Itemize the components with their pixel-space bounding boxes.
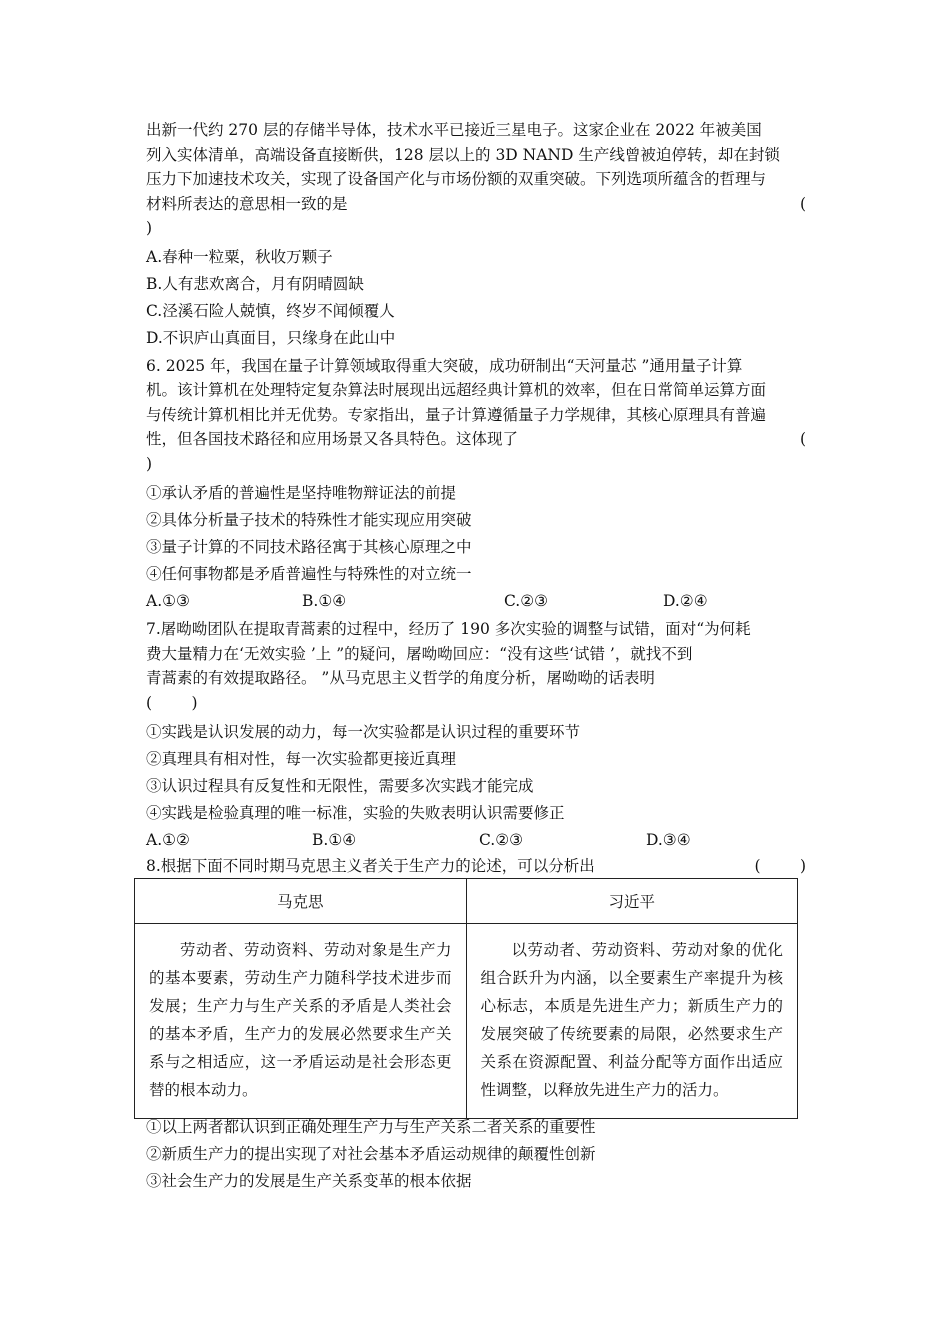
- q8-statement-3: ③社会生产力的发展是生产关系变革的根本依据: [146, 1172, 472, 1190]
- table-cell-marx: 劳动者、劳动资料、劳动对象是生产力的基本要素，劳动生产力随科学技术进步而发展；生产力与生产关系的矛盾是人类社会的基本矛盾，生产力的发展必然要求生产关系与之相适应，这一矛盾运动是社会形态更替的根本动力。: [135, 924, 467, 1119]
- q6-statement-2: ②具体分析量子技术的特殊性才能实现应用突破: [146, 511, 472, 529]
- q6-options: [146, 588, 806, 615]
- q6-stem-last-line: [146, 427, 806, 452]
- q7-statement-3: ③认识过程具有反复性和无限性，需要多次实践才能完成: [146, 777, 534, 795]
- q6-statement-1: ①承认矛盾的普遍性是坚持唯物辩证法的前提: [146, 484, 457, 502]
- q7-stem-line: 7.屠呦呦团队在提取青蒿素的过程中，经历了 190 多次实验的调整与试错，面对“为何耗: [146, 620, 751, 638]
- answer-paren-close: ): [146, 454, 153, 473]
- q7-statement-2: ②真理具有相对性，每一次实验都更接近真理: [146, 750, 457, 768]
- q5-option-a: A.春种一粒粟，秋收万颗子: [146, 247, 333, 266]
- q8-stem-text: 8.根据下面不同时期马克思主义者关于生产力的论述，可以分析出: [146, 857, 595, 875]
- q7-option-a: A.①②: [146, 831, 190, 849]
- answer-paren-open: (: [799, 194, 806, 213]
- q5-option-d: D.不识庐山真面目，只缘身在此山中: [146, 328, 396, 347]
- q8-stem: [146, 854, 806, 878]
- q6-stem-line: 6. 2025 年，我国在量子计算领域取得重大突破，成功研制出“天河量芯 ”通用量子计算: [146, 356, 743, 375]
- q6-stem-line: 机。该计算机在处理特定复杂算法时展现出远超经典计算机的效率，但在日常简单运算方面: [146, 381, 767, 399]
- q5-stem-text: 材料所表达的意思相一致的是: [146, 194, 348, 213]
- q8-statement-2: ②新质生产力的提出实现了对社会基本矛盾运动规律的颠覆性创新: [146, 1145, 596, 1163]
- q6-statement-3: ③量子计算的不同技术路径寓于其核心原理之中: [146, 538, 472, 556]
- q7-stem-line: 费大量精力在‘无效实验 ’上 ”的疑问，屠呦呦回应：“没有这些‘试错 ’，就找不到: [146, 644, 693, 663]
- q7-option-c: C.②③: [479, 831, 524, 849]
- exam-page: [146, 118, 806, 1195]
- q5-stem-line: 出新一代约 270 层的存储半导体，技术水平已接近三星电子。这家企业在 2022 年被美国: [146, 121, 762, 139]
- q7-options: [146, 827, 806, 854]
- q8-table-wrap: [146, 878, 806, 1110]
- table-header-marx: 马克思: [135, 879, 467, 924]
- table-cell-xi: 以劳动者、劳动资料、劳动对象的优化组合跃升为内涵，以全要素生产率提升为核心标志，本质是先进生产力；新质生产力的发展突破了传统要素的局限，必然要求生产关系在资源配置、利益分配等方面作出适应性调整，以释放先进生产力的活力。: [466, 924, 798, 1119]
- q6-option-c: C.②③: [504, 592, 549, 610]
- q7-statement-4: ④实践是检验真理的唯一标准，实验的失败表明认识需要修正: [146, 804, 565, 822]
- table-header-xi: 习近平: [466, 879, 798, 924]
- answer-paren-open: (: [799, 430, 806, 448]
- q6-option-d: D.②④: [663, 592, 708, 610]
- q5-stem-line: 压力下加速技术攻关，实现了设备国产化与市场份额的双重突破。下列选项所蕴含的哲理与: [146, 170, 767, 188]
- q7-option-b: B.①④: [312, 831, 357, 849]
- q6-statement-4: ④任何事物都是矛盾普遍性与特殊性的对立统一: [146, 565, 472, 583]
- q5-option-b: B.人有悲欢离合，月有阴晴圆缺: [146, 274, 364, 293]
- table-row: [135, 924, 798, 1119]
- answer-paren: ( ): [754, 857, 806, 875]
- q7-stem: [146, 617, 806, 715]
- q7-statement-1: ①实践是认识发展的动力，每一次实验都是认识过程的重要环节: [146, 723, 581, 741]
- q8-statement-1: ①以上两者都认识到正确处理生产力与生产关系二者关系的重要性: [146, 1118, 596, 1136]
- q5-stem-line: 列入实体清单，高端设备直接断供，128 层以上的 3D NAND 生产线曾被迫停转，却在封锁: [146, 145, 780, 164]
- answer-paren-close: ): [146, 219, 153, 237]
- q6-option-b: B.①④: [302, 592, 347, 610]
- q7-option-d: D.③④: [646, 831, 691, 849]
- comparison-table: [134, 878, 798, 1119]
- q6-stem-line: 与传统计算机相比并无优势。专家指出，量子计算遵循量子力学规律，其核心原理具有普遍: [146, 405, 767, 424]
- q5-stem: [146, 118, 806, 241]
- q6-option-a: A.①③: [146, 592, 190, 610]
- q7-stem-line: 青蒿素的有效提取路径。 ”从马克思主义哲学的角度分析，屠呦呦的话表明: [146, 669, 655, 687]
- table-header-row: [135, 879, 798, 924]
- answer-paren: ( ): [146, 693, 198, 712]
- q6-stem: [146, 354, 806, 477]
- q5-option-c: C.泾溪石险人兢慎，终岁不闻倾覆人: [146, 301, 395, 320]
- q5-stem-last-line: [146, 192, 806, 217]
- q6-stem-text: 性，但各国技术路径和应用场景又各具特色。这体现了: [146, 430, 519, 448]
